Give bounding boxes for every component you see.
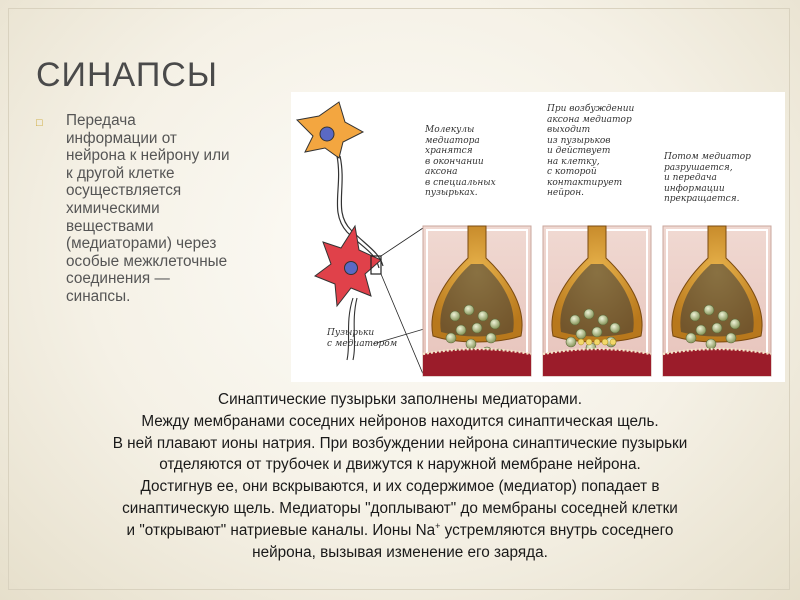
synapse-panel-1	[423, 226, 531, 376]
body-line-7	[10, 520, 790, 542]
body-line-7a: и "открывают" натриевые каналы. Ионы Na	[126, 521, 436, 539]
label-destroyed: Потом медиатор разрушается, и передача информации прекращается.	[664, 152, 751, 204]
body-line-7b: устремляются внутрь соседнего	[440, 521, 674, 539]
body-line-7-sup: +	[435, 520, 441, 531]
label-molecules: Молекулы медиатора хранятся в окончании аксона в специальных пузырьках.	[425, 125, 496, 198]
bullet-text: Передача информации от нейрона к нейрону или к другой клетке осуществляется химическими веществами (медиаторами) через особые межклеточные соединения — синапсы.	[66, 112, 230, 305]
body-line-6: синаптическую щель. Медиаторы "доплывают" до мембраны соседней клетки	[122, 499, 678, 517]
lower-neuron	[315, 226, 441, 374]
body-line-3: В ней плавают ионы натрия. При возбуждении нейрона синаптические пузырьки	[112, 434, 688, 452]
nucleus-upper	[320, 127, 334, 141]
synapse-panels	[423, 226, 771, 376]
body-line-2: Между мембранами соседних нейронов находится синаптическая щель.	[141, 412, 659, 430]
body-text	[10, 389, 790, 563]
upper-neuron	[297, 102, 383, 268]
slide-title: СИНАПСЫ	[36, 56, 218, 94]
synapse-panel-3	[663, 226, 771, 376]
nucleus-lower	[345, 262, 358, 275]
body-line-8: нейрона, вызывая изменение его заряда.	[252, 543, 548, 561]
body-line-5: Достигнув ее, они вскрываются, и их содержимое (медиатор) попадает в	[140, 478, 660, 496]
synapse-panel-2	[543, 226, 651, 376]
body-line-1: Синаптические пузырьки заполнены медиаторами.	[218, 391, 582, 408]
body-line-4: отделяются от трубочек и движутся к наружной мембране нейрона.	[159, 456, 641, 474]
label-excitation: При возбуждении аксона медиатор выходит из пузырьков и действует на клетку, с которой контактирует нейрон.	[547, 104, 635, 198]
square-bullet-icon: □	[36, 117, 43, 129]
synapse-figure	[291, 92, 785, 382]
label-vesicles: Пузырьки с медиатором	[327, 328, 398, 349]
